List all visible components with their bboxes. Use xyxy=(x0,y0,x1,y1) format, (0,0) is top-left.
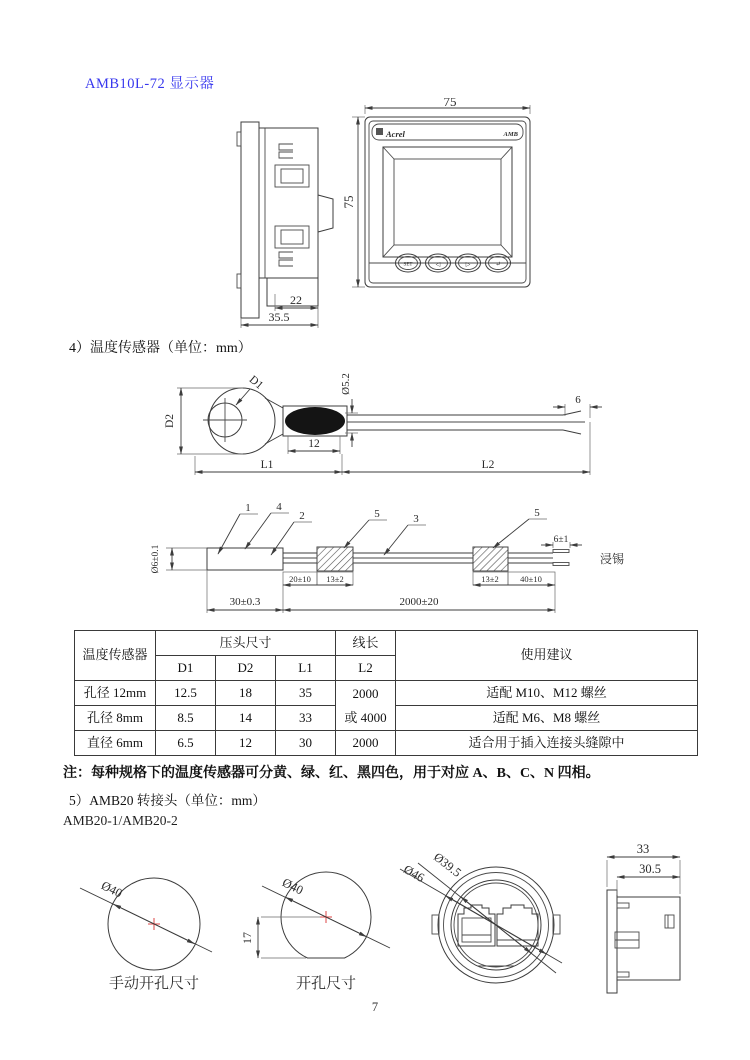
l2-option-a: 2000 xyxy=(352,685,379,701)
cell-d1: 8.5 xyxy=(156,706,216,731)
dim-seg13a-label: 13±2 xyxy=(326,574,344,584)
sensor-dimension-diagram xyxy=(155,358,615,490)
sensor-cable-diagram xyxy=(148,492,628,627)
rj45-socket-left xyxy=(458,905,495,946)
model-label: AMB xyxy=(503,131,518,138)
button-right-label: ▷ xyxy=(465,262,471,268)
cell-name: 孔径 12mm xyxy=(75,681,156,706)
dim-head-length-label: 12 xyxy=(308,438,320,450)
dim-l1-label: L1 xyxy=(260,459,274,471)
col-header-d2: D2 xyxy=(216,656,276,681)
callout-5a: 5 xyxy=(374,508,380,520)
sensor-dimensions xyxy=(164,373,602,475)
keyed-hole-diagram xyxy=(240,872,390,992)
ring-terminal-outline xyxy=(203,388,585,454)
display-dimension-drawing xyxy=(225,98,545,333)
callout-5b: 5 xyxy=(534,507,540,519)
dim-connector-inner-dia-label: Ø39.5 xyxy=(430,849,464,880)
button-set-label: SET xyxy=(403,262,413,268)
table-row xyxy=(75,731,698,756)
callout-3: 3 xyxy=(413,513,419,525)
section-4-heading: 4）温度传感器（单位：mm） xyxy=(69,341,252,356)
display-side-view xyxy=(237,122,333,318)
col-header-wire-length: 线长 xyxy=(336,631,396,656)
dim-tip-label: 6±1 xyxy=(553,535,569,545)
dim-seg13b-label: 13±2 xyxy=(481,574,499,584)
connector-front-view xyxy=(400,850,562,983)
cell-l2-merged xyxy=(336,681,396,731)
dim-total-label: 2000±20 xyxy=(399,596,439,608)
callout-2: 2 xyxy=(299,510,305,522)
cell-l1: 35 xyxy=(276,681,336,706)
keyed-hole-caption: 开孔尺寸 xyxy=(295,976,357,992)
cell-advice: 适配 M10、M12 螺丝 xyxy=(396,681,698,706)
cell-l1: 30 xyxy=(276,731,336,756)
color-note: 注：每种规格下的温度传感器可分黄、绿、红、黑四色，用于对应 A、B、C、N 四相。 xyxy=(63,766,600,781)
cell-name: 直径 6mm xyxy=(75,731,156,756)
col-header-l2: L2 xyxy=(336,656,396,681)
dim-side-total-label: 33 xyxy=(636,842,650,856)
col-header-head-size: 压头尺寸 xyxy=(156,631,336,656)
dim-l2-label: L2 xyxy=(481,459,495,471)
display-screen xyxy=(394,159,501,245)
display-side-dimensions xyxy=(241,293,318,328)
cell-name: 孔径 8mm xyxy=(75,706,156,731)
cell-l2: 2000 xyxy=(336,731,396,756)
dim-d2-label: D2 xyxy=(164,413,176,429)
manual-hole-caption: 手动开孔尺寸 xyxy=(108,976,200,992)
heat-shrink-sleeve-2 xyxy=(473,547,508,571)
cell-advice: 适配 M6、M8 螺丝 xyxy=(396,706,698,731)
section-5-heading: 5）AMB20 转接头（单位：mm） xyxy=(69,793,266,808)
dim-height-label: 75 xyxy=(341,195,356,209)
cell-d1: 6.5 xyxy=(156,731,216,756)
callout-4: 4 xyxy=(276,501,282,513)
cell-d1: 12.5 xyxy=(156,681,216,706)
acrel-logo-icon xyxy=(376,128,383,135)
display-front-view xyxy=(365,117,530,287)
dim-hole-dia-label: Ø40 xyxy=(280,875,306,898)
dim-sleeve-label: 30±0.3 xyxy=(229,596,261,608)
adapter-models: AMB20-1/AMB20-2 xyxy=(63,813,178,828)
cell-advice: 适合用于插入连接头缝隙中 xyxy=(396,731,698,756)
l2-option-b: 或 4000 xyxy=(344,709,387,725)
col-header-l1: L1 xyxy=(276,656,336,681)
tinned-tip-bottom xyxy=(553,563,569,566)
button-enter-label: ↵ xyxy=(495,261,501,268)
col-header-sensor: 温度传感器 xyxy=(75,631,156,681)
col-header-advice: 使用建议 xyxy=(396,631,698,681)
cell-d2: 14 xyxy=(216,706,276,731)
dim-cable-dia-label: Ø6±0.1 xyxy=(151,544,161,574)
dim-d1-label: D1 xyxy=(246,373,266,392)
dim-total-depth-label: 35.5 xyxy=(268,310,290,324)
sensor-head xyxy=(285,407,345,435)
manual-hole-diagram xyxy=(80,878,212,992)
cell-l1: 33 xyxy=(276,706,336,731)
dim-seg20-label: 20±10 xyxy=(289,574,311,584)
dim-width-label: 75 xyxy=(443,98,457,109)
dim-hole-offset-label: 17 xyxy=(240,932,254,944)
sensor-spec-table xyxy=(74,630,698,756)
dim-tip-label: 6 xyxy=(575,394,581,406)
dim-seg40-label: 40±10 xyxy=(520,574,542,584)
table-row xyxy=(75,681,698,706)
heat-shrink-sleeve-1 xyxy=(317,547,353,571)
dim-dia-label: Ø5.2 xyxy=(340,373,352,395)
col-header-d1: D1 xyxy=(156,656,216,681)
connector-side-view xyxy=(607,842,680,993)
page-number: 7 xyxy=(371,1000,379,1014)
tinned-tip-top xyxy=(553,550,569,553)
page-title: AMB10L-72 显示器 xyxy=(85,76,215,92)
cell-d2: 18 xyxy=(216,681,276,706)
adapter-drawings xyxy=(60,835,700,1000)
dim-side-body-label: 30.5 xyxy=(639,862,661,876)
button-left-label: ◁ xyxy=(435,262,441,268)
brand-label: Acrel xyxy=(386,129,405,139)
dim-depth-label: 22 xyxy=(290,293,302,307)
cell-d2: 12 xyxy=(216,731,276,756)
dim-manual-dia-label: Ø40 xyxy=(99,878,125,901)
dim-connector-outer-dia-label: Ø46 xyxy=(401,862,427,885)
tin-dip-note: 浸锡 xyxy=(600,552,625,566)
callout-1: 1 xyxy=(245,502,251,514)
